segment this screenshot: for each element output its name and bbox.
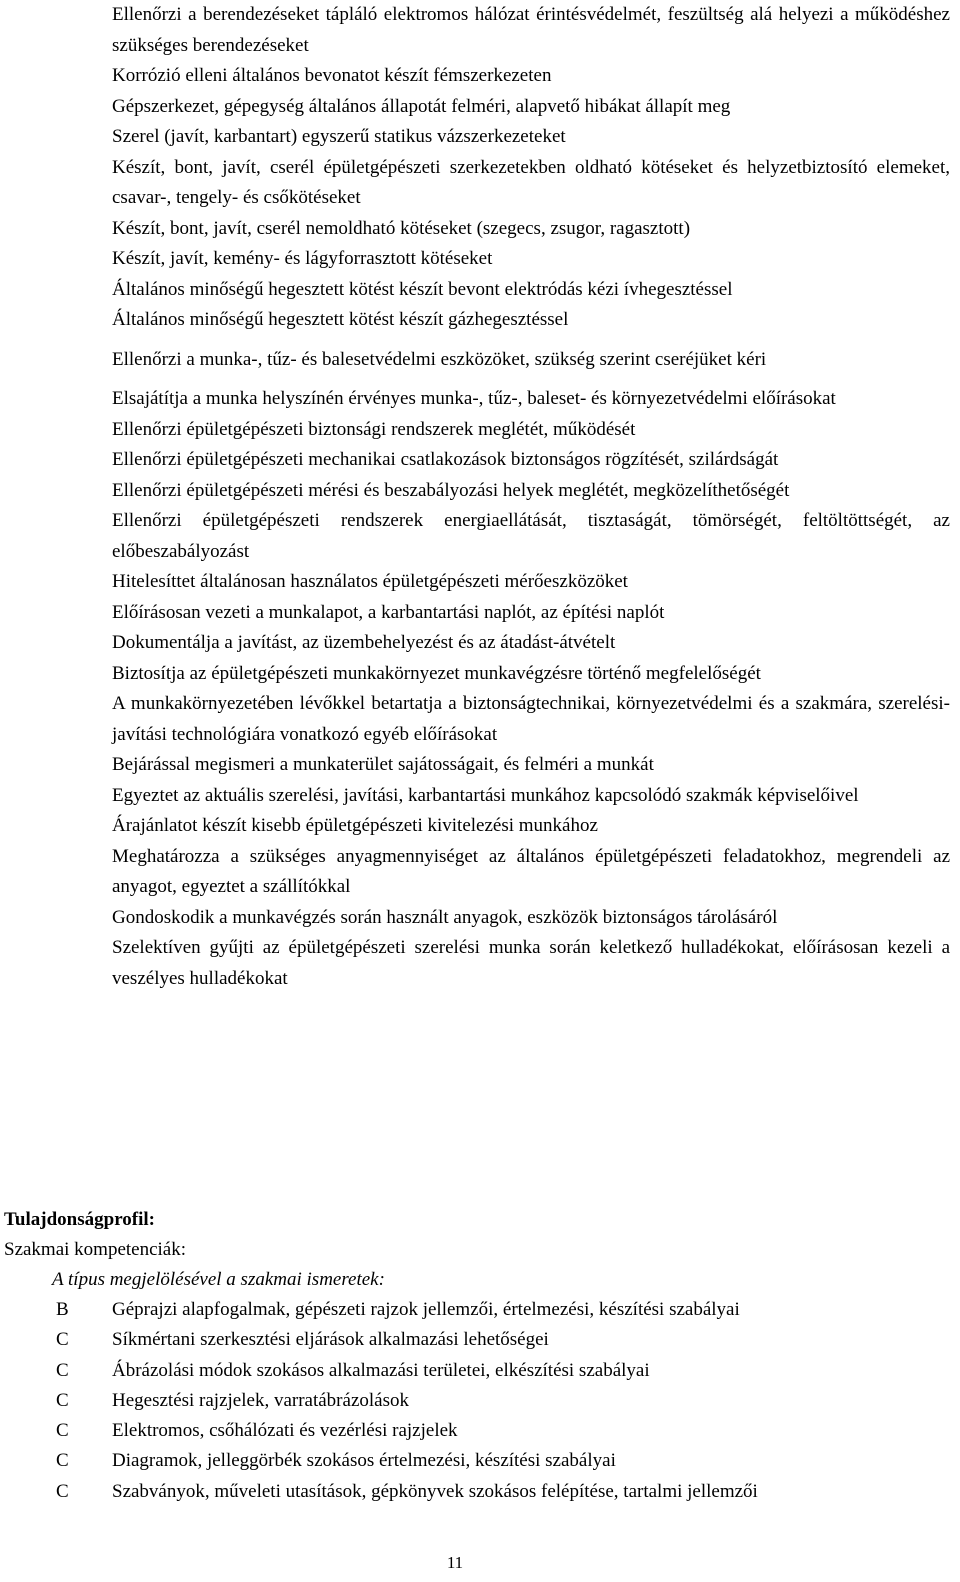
task-item: Általános minőségű hegesztett kötést készít bevont elektródás kézi ívhegesztéssel (112, 278, 733, 300)
task-item: Szelektíven gyűjti az épületgépészeti szerelési munka során keletkező hulladékokat, előírásosan kezeli a veszélyes hulladékokat (112, 937, 950, 989)
task-item: Biztosítja az épületgépészeti munkakörnyezet munkavégzésre történő megfelelőségét (112, 662, 761, 684)
knowledge-type: C (56, 1480, 69, 1502)
knowledge-row (4, 1416, 950, 1446)
task-item: Egyeztet az aktuális szerelési, javítási, karbantartási munkához kapcsolódó szakmák képviselőivel (112, 784, 859, 806)
knowledge-type: C (56, 1359, 69, 1381)
task-item: Készít, bont, javít, cserél épületgépészeti szerkezetekben oldható kötéseket és helyzetbiztosító elemeket, csavar-, tengely- és csőkötéseket (112, 156, 950, 208)
knowledge-type: C (56, 1450, 69, 1472)
knowledge-text: Szabványok, műveleti utasítások, gépkönyvek szokásos felépítése, tartalmi jellemzői (112, 1480, 758, 1502)
profile-subtitle: Szakmai kompetenciák: (4, 1239, 187, 1260)
profile-category: A típus megjelölésével a szakmai ismeretek: (52, 1269, 385, 1290)
knowledge-row (4, 1386, 950, 1416)
knowledge-row (4, 1356, 950, 1386)
task-item: Előírásosan vezeti a munkalapot, a karbantartási naplót, az építési naplót (112, 601, 665, 623)
task-item: Ellenőrzi a munka-, tűz- és balesetvédelmi eszközöket, szükség szerint cseréjüket kéri (112, 348, 767, 370)
task-item: Szerel (javít, karbantart) egyszerű statikus vázszerkezeteket (112, 126, 566, 147)
task-item: Ellenőrzi a berendezéseket tápláló elektromos hálózat érintésvédelmét, feszültség alá helyezi a működéshez szükséges berendezéseket (112, 4, 950, 56)
task-item: Dokumentálja a javítást, az üzembehelyezést és az átadást-átvételt (112, 632, 616, 653)
task-item: Ellenőrzi épületgépészeti mechanikai csatlakozások biztonságos rögzítését, szilárdságát (112, 449, 779, 470)
knowledge-text: Hegesztési rajzjelek, varratábrázolások (112, 1389, 409, 1411)
task-item: Ellenőrzi épületgépészeti biztonsági rendszerek meglétét, működését (112, 418, 636, 440)
task-item: Korrózió elleni általános bevonatot készít fémszerkezeten (112, 65, 552, 86)
knowledge-list (4, 1295, 950, 1507)
page-number: 11 (446, 1553, 464, 1572)
task-item: Bejárással megismeri a munkaterület sajátosságait, és felméri a munkát (112, 754, 654, 775)
task-item: Elsajátítja a munka helyszínén érvényes munka-, tűz-, baleset- és környezetvédelmi előírásokat (112, 388, 836, 409)
task-item: Ellenőrzi épületgépészeti mérési és beszabályozási helyek meglétét, megközelíthetőségét (112, 479, 790, 501)
knowledge-text: Géprajzi alapfogalmak, gépészeti rajzok jellemzői, értelmezési, készítési szabályai (112, 1299, 740, 1320)
task-item: Meghatározza a szükséges anyagmennyiséget az általános épületgépészeti feladatokhoz, megrendeli az anyagot, egyeztet a szállítókkal (112, 845, 950, 897)
knowledge-text: Diagramok, jelleggörbék szokásos értelmezési, készítési szabályai (112, 1450, 616, 1472)
task-item: A munkakörnyezetében lévőkkel betartatja a biztonságtechnikai, környezetvédelmi és a szakmára, szerelési-javítási technológiára vonatkozó egyéb előírásokat (112, 693, 950, 745)
knowledge-row (4, 1325, 950, 1355)
task-item: Készít, javít, kemény- és lágyforrasztott kötéseket (112, 248, 493, 269)
task-item: Általános minőségű hegesztett kötést készít gázhegesztéssel (112, 309, 569, 330)
task-item: Ellenőrzi épületgépészeti rendszerek energiaellátását, tisztaságát, tömörségét, feltöltöttségét, az előbeszabályozást (112, 510, 950, 562)
knowledge-text: Síkmértani szerkesztési eljárások alkalmazási lehetőségei (112, 1329, 549, 1351)
knowledge-text: Elektromos, csőhálózati és vezérlési rajzjelek (112, 1420, 458, 1442)
profile-title: Tulajdonságprofil: (4, 1209, 155, 1230)
knowledge-row (4, 1477, 950, 1507)
knowledge-type: C (56, 1389, 69, 1411)
task-item: Árajánlatot készít kisebb épületgépészeti kivitelezési munkához (112, 815, 598, 836)
knowledge-type: B (56, 1299, 69, 1320)
task-item: Gépszerkezet, gépegység általános állapotát felméri, alapvető hibákat állapít meg (112, 95, 731, 117)
knowledge-text: Ábrázolási módok szokásos alkalmazási területei, elkészítési szabályai (112, 1359, 650, 1381)
knowledge-row (4, 1295, 950, 1325)
knowledge-type: C (56, 1420, 69, 1442)
knowledge-type: C (56, 1329, 69, 1351)
profile-section (4, 1205, 950, 1507)
task-item: Gondoskodik a munkavégzés során használt anyagok, eszközök biztonságos tárolásáról (112, 906, 778, 928)
task-item: Hitelesíttet általánosan használatos épületgépészeti mérőeszközöket (112, 571, 628, 592)
task-item: Készít, bont, javít, cserél nemoldható kötéseket (szegecs, zsugor, ragasztott) (112, 217, 691, 239)
task-list (112, 0, 950, 994)
knowledge-row (4, 1446, 950, 1476)
